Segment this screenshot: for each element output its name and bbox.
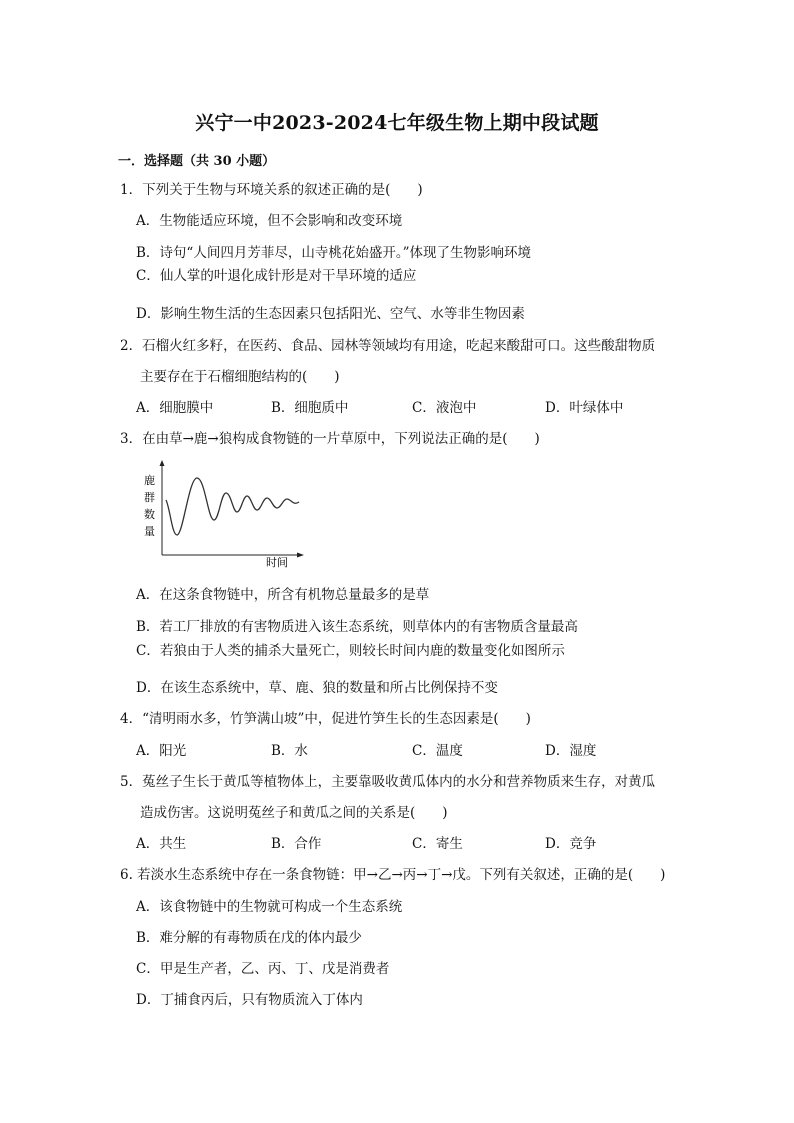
question-1-option-a: A．生物能适应环境，但不会影响和改变环境 bbox=[136, 213, 403, 229]
question-5-option-d: D．竞争 bbox=[545, 836, 597, 852]
question-5-option-b: B．合作 bbox=[271, 836, 322, 852]
question-5-stem-line-1: 5．菟丝子生长于黄瓜等植物体上，主要靠吸收黄瓜体内的水分和营养物质来生存，对黄瓜 bbox=[120, 774, 656, 790]
question-2-option-d: D．叶绿体中 bbox=[545, 400, 624, 416]
graph-y-axis-arrow bbox=[160, 460, 165, 466]
question-4-option-b: B．水 bbox=[271, 743, 308, 759]
graph-ylabel-char-3: 数 bbox=[144, 508, 155, 521]
question-5-option-a: A．共生 bbox=[136, 836, 187, 852]
question-1-option-c: C．仙人掌的叶退化成针形是对干旱环境的适应 bbox=[136, 268, 417, 284]
question-4-stem: 4．“清明雨水多，竹笋满山坡”中，促进竹笋生长的生态因素是( ) bbox=[120, 711, 531, 727]
question-6-option-b: B．难分解的有毒物质在戊的体内最少 bbox=[136, 930, 362, 946]
graph-ylabel-char-1: 鹿 bbox=[144, 474, 155, 487]
question-5-stem-line-2: 造成伤害。这说明菟丝子和黄瓜之间的关系是( ) bbox=[140, 805, 448, 821]
question-2-option-c: C．液泡中 bbox=[412, 400, 477, 416]
question-3-option-a: A．在这条食物链中，所含有机物总量最多的是草 bbox=[136, 587, 430, 603]
question-4-option-c: C．温度 bbox=[412, 743, 463, 759]
question-3-option-b: B．若工厂排放的有害物质进入该生态系统，则草体内的有害物质含量最高 bbox=[136, 619, 578, 635]
question-3-stem: 3．在由草→鹿→狼构成食物链的一片草原中，下列说法正确的是( ) bbox=[120, 431, 540, 447]
question-4-option-d: D．湿度 bbox=[545, 743, 597, 759]
page-title: 兴宁一中2023-2024七年级生物上期中段试题 bbox=[195, 112, 599, 134]
question-1-option-b: B．诗句“人间四月芳菲尽，山寺桃花始盛开。”体现了生物影响环境 bbox=[136, 245, 531, 261]
deer-population-graph bbox=[134, 460, 306, 570]
graph-x-axis-arrow bbox=[297, 553, 304, 558]
graph-ylabel-char-4: 量 bbox=[144, 525, 155, 538]
graph-ylabel-char-2: 群 bbox=[144, 491, 155, 504]
graph-xlabel: 时间 bbox=[266, 556, 288, 569]
question-5-option-c: C．寄生 bbox=[412, 836, 463, 852]
question-2-stem-line-2: 主要存在于石榴细胞结构的( ) bbox=[140, 369, 340, 385]
question-3-option-c: C．若狼由于人类的捕杀大量死亡，则较长时间内鹿的数量变化如图所示 bbox=[136, 643, 565, 659]
question-2-option-a: A．细胞膜中 bbox=[136, 400, 214, 416]
question-6-option-c: C．甲是生产者，乙、丙、丁、戊是消费者 bbox=[136, 961, 390, 977]
question-1-stem: 1．下列关于生物与环境关系的叙述正确的是( ) bbox=[120, 182, 423, 198]
question-6-option-a: A．该食物链中的生物就可构成一个生态系统 bbox=[136, 899, 403, 915]
question-2-stem-line-1: 2．石榴火红多籽，在医药、食品、园林等领域均有用途，吃起来酸甜可口。这些酸甜物质 bbox=[120, 338, 656, 354]
question-2-option-b: B．细胞质中 bbox=[271, 400, 349, 416]
question-3-option-d: D．在该生态系统中，草、鹿、狼的数量和所占比例保持不变 bbox=[136, 680, 498, 696]
question-4-option-a: A．阳光 bbox=[136, 743, 187, 759]
section-heading: 一．选择题（共 30 小题） bbox=[118, 154, 276, 169]
graph-population-curve bbox=[166, 478, 299, 535]
question-6-stem: 6. 若淡水生态系统中存在一条食物链：甲→乙→丙→丁→戊。下列有关叙述，正确的是( ) bbox=[120, 867, 666, 883]
question-1-option-d: D．影响生物生活的生态因素只包括阳光、空气、水等非生物因素 bbox=[136, 306, 525, 322]
question-6-option-d: D．丁捕食丙后，只有物质流入丁体内 bbox=[136, 992, 363, 1008]
